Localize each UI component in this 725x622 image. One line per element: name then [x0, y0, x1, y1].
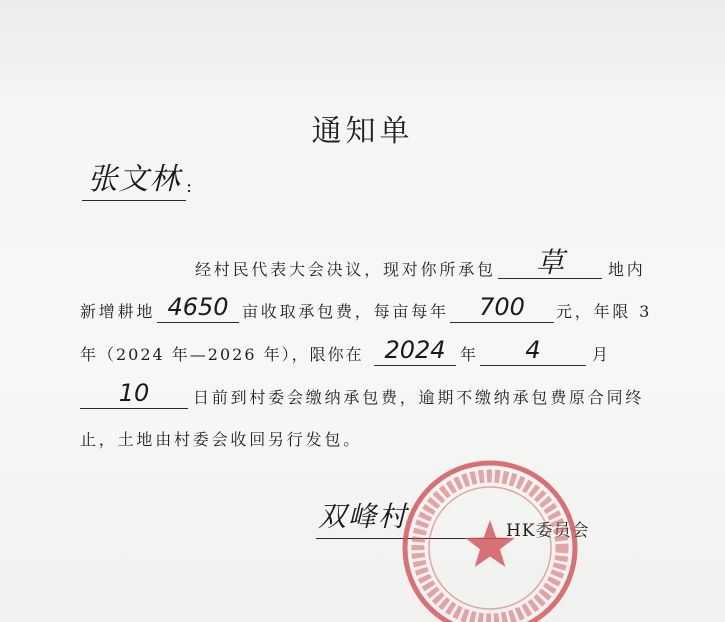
year-unit: 年: [460, 345, 479, 364]
deadline-day-value: 10: [118, 379, 150, 407]
signature-handwritten: 双峰村: [318, 500, 409, 533]
body-line5-text: 止，土地由村委会收回另行发包。: [80, 430, 363, 449]
body-line2-mid: 亩收取承包费，每亩每年: [242, 302, 449, 321]
deadline-year-field: [374, 337, 456, 366]
fee-value: 700: [479, 293, 525, 321]
deadline-month-field: [480, 337, 586, 366]
body-line1-text: 经村民代表大会决议，现对你所承包: [195, 260, 496, 279]
deadline-year-value: 2024: [384, 336, 446, 364]
deadline-month-value: 4: [525, 336, 541, 364]
signature-printed: HK委员会: [506, 521, 590, 541]
land-type-field: [498, 246, 602, 279]
recipient-colon: :: [186, 176, 193, 197]
document-title: 通知单: [311, 114, 414, 149]
deadline-day-field: [80, 380, 188, 409]
body-line1-end: 地内: [608, 260, 646, 279]
official-stamp: [400, 458, 580, 622]
body-line2-end: 元，年限 3: [556, 302, 653, 321]
area-value: 4650: [167, 293, 229, 321]
land-type-value: 草: [535, 246, 564, 279]
body-line3-text: 年（2024 年—2026 年），限你在: [80, 345, 364, 364]
recipient-name: 张文林: [82, 160, 186, 201]
body-line2-text: 新增耕地: [80, 302, 156, 321]
month-unit: 月: [592, 345, 611, 364]
area-field: [157, 294, 239, 323]
star-icon: [465, 520, 514, 567]
body-line4-text: 日前到村委会缴纳承包费，逾期不缴纳承包费原合同终: [193, 388, 645, 407]
fee-field: [450, 294, 554, 323]
